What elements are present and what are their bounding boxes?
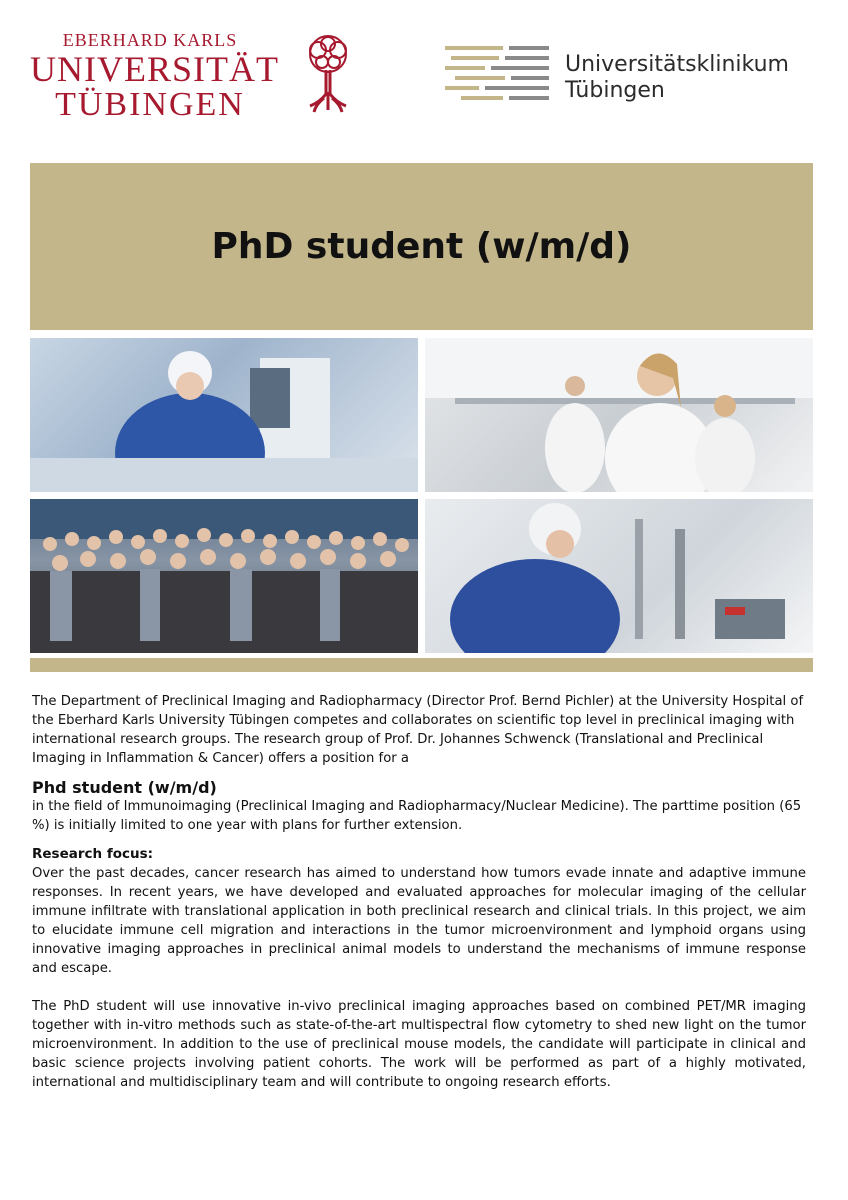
tree-icon <box>302 32 354 114</box>
header <box>0 0 848 160</box>
clinic-logo-text <box>565 52 789 104</box>
university-logo-line2: UNIVERSITÄT <box>30 49 279 89</box>
research-focus-paragraph-2: The PhD student will use innovative in-vivo preclinical imaging approaches based on combined PET/MR imaging together with in-vitro methods such as state-of-the-art multispectral flow cytometry to shed new light on the tumor microenvironment. In addition to the use of preclinical mouse models, the candidate will participate in clinical and basic science projects involving patient cohorts. The work will be performed as part of a highly motivated, international and multidisciplinary team and will contribute to ongoing research efforts. <box>32 999 806 1090</box>
intro-paragraph: The Department of Preclinical Imaging and Radiopharmacy (Director Prof. Bernd Pichler) at the University Hospital of the Eberhard Karls University Tübingen competes and collaborates on scientific top level in preclinical imaging with international research groups. The research group of Prof. Dr. Johannes Schwenck (Translational and Preclinical Imaging in Inflammation & Cancer) offers a position for a <box>32 694 804 766</box>
photo-lab-equipment <box>425 499 813 653</box>
divider-stripe <box>30 658 813 672</box>
field-paragraph: in the field of Immunoimaging (Preclinical Imaging and Radiopharmacy/Nuclear Medicine). The parttime position (65 %) is initially limited to one year with plans for further extension. <box>32 799 802 833</box>
clinic-logo-line2: Tübingen <box>565 78 665 103</box>
university-logo-text <box>30 30 279 123</box>
job-description <box>32 692 806 1092</box>
photo-collage <box>30 338 813 654</box>
page-title: PhD student (w/m/d) <box>211 226 632 267</box>
photo-lab-scientist <box>30 338 418 492</box>
title-banner <box>30 163 813 330</box>
university-logo-line3: TÜBINGEN <box>55 86 245 123</box>
clinic-logo <box>445 44 815 104</box>
photo-lab-researchers <box>425 338 813 492</box>
research-focus-paragraph-1: Over the past decades, cancer research has aimed to understand how tumors evade innate and adaptive immune responses. In recent years, we have developed and evaluated approaches for molecular imaging of the cellular immune infiltrate with translational application in both preclinical research and clinical trials. In this project, we aim to elucidate immune cell migration and interactions in the tumor microenvironment and lymphoid organs using innovative imaging approaches in preclinical animal models to understand the mechanisms of immune response and escape. <box>32 866 806 976</box>
clinic-logo-line1: Universitätsklinikum <box>565 52 789 77</box>
university-logo-line1: EBERHARD KARLS <box>62 30 238 50</box>
photo-team-group <box>30 499 418 653</box>
stripes-logo-icon <box>445 44 549 102</box>
research-focus-heading: Research focus: <box>32 846 154 862</box>
position-title: Phd student (w/m/d) <box>32 778 217 797</box>
university-logo <box>30 30 360 123</box>
